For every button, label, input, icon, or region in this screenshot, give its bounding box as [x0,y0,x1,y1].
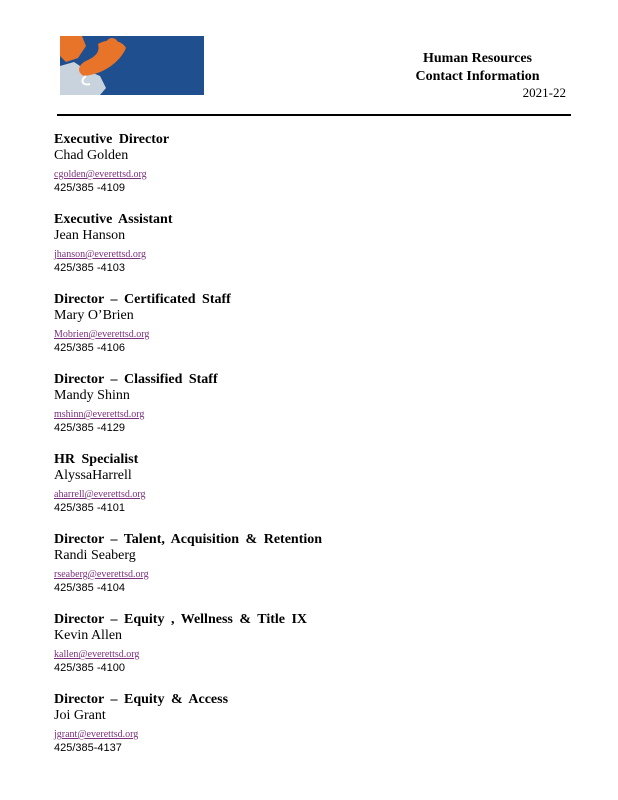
contact-phone: 425/385 -4100 [54,662,125,674]
contact-title: Executive Assistant [54,212,173,227]
contact-entry [54,131,574,195]
contact-phone: 425/385 -4101 [54,502,125,514]
contact-title: Executive Director [54,132,170,147]
contact-title: Director – Equity , Wellness & Title IX [54,612,308,627]
contact-entry [54,211,574,275]
district-logo [60,36,204,95]
contact-email-link[interactable]: cgolden@everettsd.org [54,169,147,180]
contact-title: Director – Classified Staff [54,372,218,387]
contact-email-link[interactable]: kallen@everettsd.org [54,649,140,660]
contact-entry [54,451,574,515]
contact-entry [54,691,574,755]
contact-phone: 425/385 -4103 [54,262,125,274]
header-divider [57,114,571,116]
contact-title: Director – Certificated Staff [54,292,231,307]
contact-email-link[interactable]: aharrell@everettsd.org [54,489,146,500]
school-year: 2021-22 [522,85,566,100]
contact-email-link[interactable]: jhanson@everettsd.org [54,249,147,260]
contact-phone: 425/385 -4106 [54,342,125,354]
contact-entry [54,611,574,675]
contact-list [54,131,574,771]
title-line-1: Human Resources [422,51,533,66]
contact-phone: 425/385-4137 [54,742,122,754]
contact-entry [54,531,574,595]
contact-entry [54,371,574,435]
contact-phone: 425/385 -4104 [54,582,125,594]
document-title [380,50,575,86]
contact-name: Mary O’Brien [54,308,134,323]
contact-name: AlyssaHarrell [54,468,132,483]
contact-email-link[interactable]: mshinn@everettsd.org [54,409,145,420]
contact-phone: 425/385 -4129 [54,422,125,434]
contact-phone: 425/385 -4109 [54,182,125,194]
contact-name: Mandy Shinn [54,388,130,403]
contact-entry [54,291,574,355]
contact-title: Director – Talent, Acquisition & Retention [54,532,323,547]
contact-email-link[interactable]: rseaberg@everettsd.org [54,569,149,580]
contact-name: Joi Grant [54,708,106,723]
contact-name: Chad Golden [54,148,129,163]
contact-title: HR Specialist [54,452,139,467]
title-line-2: Contact Information [415,69,540,84]
contact-email-link[interactable]: jgrant@everettsd.org [54,729,139,740]
contact-name: Jean Hanson [54,228,126,243]
contact-name: Kevin Allen [54,628,123,643]
contact-name: Randi Seaberg [54,548,136,563]
contact-title: Director – Equity & Access [54,692,229,707]
contact-email-link[interactable]: Mobrien@everettsd.org [54,329,150,340]
